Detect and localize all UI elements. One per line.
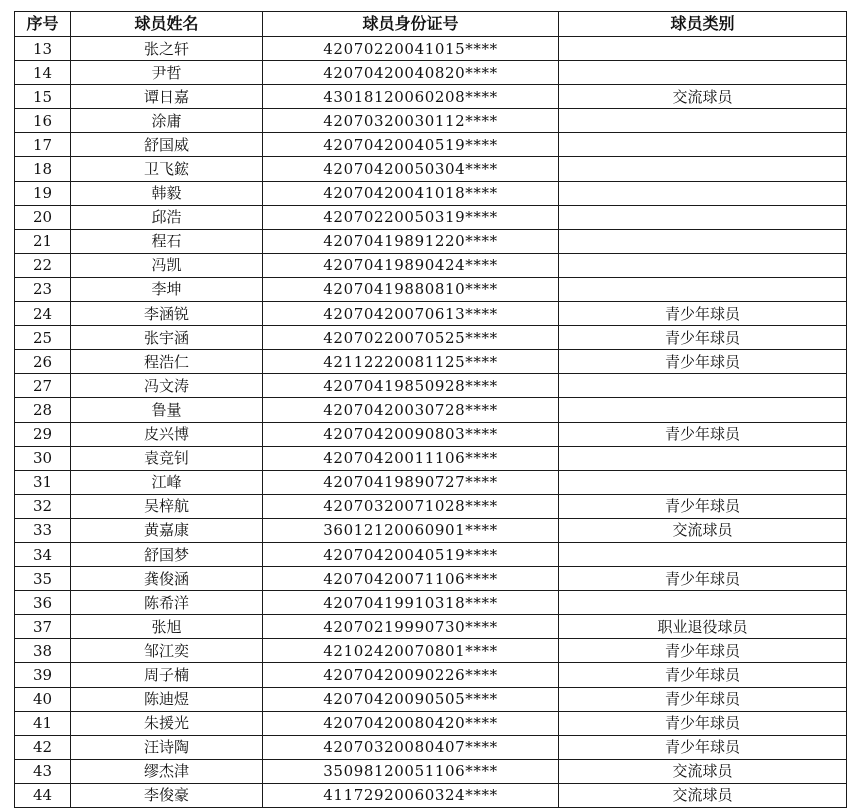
player-id-cell: 42070420040820**** — [263, 61, 559, 85]
table-row — [15, 567, 847, 591]
table-row — [15, 663, 847, 687]
table-row — [15, 157, 847, 181]
row-index-cell: 21 — [15, 229, 71, 253]
player-category-cell: 职业退役球员 — [559, 615, 847, 639]
table-row — [15, 302, 847, 326]
player-name-cell: 张旭 — [71, 615, 263, 639]
row-index-cell: 18 — [15, 157, 71, 181]
row-index-cell: 44 — [15, 783, 71, 807]
table-row — [15, 277, 847, 301]
player-category-cell — [559, 446, 847, 470]
player-category-cell — [559, 277, 847, 301]
table-header — [15, 12, 847, 37]
player-category-cell — [559, 374, 847, 398]
player-name-cell: 舒国梦 — [71, 542, 263, 566]
player-name-cell: 吴梓航 — [71, 494, 263, 518]
player-name-cell: 冯文涛 — [71, 374, 263, 398]
player-category-cell — [559, 229, 847, 253]
player-category-cell — [559, 591, 847, 615]
table-row — [15, 205, 847, 229]
row-index-cell: 28 — [15, 398, 71, 422]
player-name-cell: 卫飞鋐 — [71, 157, 263, 181]
player-category-cell: 青少年球员 — [559, 711, 847, 735]
player-category-cell — [559, 470, 847, 494]
header-player-category: 球员类别 — [559, 12, 847, 37]
player-id-cell: 42070420011106**** — [263, 446, 559, 470]
player-name-cell: 陈迪煜 — [71, 687, 263, 711]
player-id-cell: 35098120051106**** — [263, 759, 559, 783]
table-row — [15, 253, 847, 277]
table-row — [15, 37, 847, 61]
row-index-cell: 36 — [15, 591, 71, 615]
player-name-cell: 韩毅 — [71, 181, 263, 205]
table-row — [15, 759, 847, 783]
row-index-cell: 39 — [15, 663, 71, 687]
row-index-cell: 38 — [15, 639, 71, 663]
table-row — [15, 518, 847, 542]
row-index-cell: 24 — [15, 302, 71, 326]
player-id-cell: 42070219990730**** — [263, 615, 559, 639]
player-category-cell — [559, 181, 847, 205]
table-row — [15, 687, 847, 711]
player-id-cell: 41172920060324**** — [263, 783, 559, 807]
player-name-cell: 黄嘉康 — [71, 518, 263, 542]
player-id-cell: 42070420050304**** — [263, 157, 559, 181]
player-name-cell: 邱浩 — [71, 205, 263, 229]
player-category-cell — [559, 37, 847, 61]
row-index-cell: 34 — [15, 542, 71, 566]
table-row — [15, 350, 847, 374]
row-index-cell: 31 — [15, 470, 71, 494]
table-row — [15, 783, 847, 807]
player-id-cell: 42070320030112**** — [263, 109, 559, 133]
player-category-cell — [559, 398, 847, 422]
player-id-cell: 42070420090226**** — [263, 663, 559, 687]
header-index: 序号 — [15, 12, 71, 37]
player-category-cell: 青少年球员 — [559, 639, 847, 663]
player-name-cell: 汪诗陶 — [71, 735, 263, 759]
player-name-cell: 舒国威 — [71, 133, 263, 157]
player-id-cell: 42070320071028**** — [263, 494, 559, 518]
table-row — [15, 181, 847, 205]
table-row — [15, 61, 847, 85]
player-category-cell — [559, 542, 847, 566]
player-category-cell — [559, 133, 847, 157]
player-name-cell: 陈希洋 — [71, 591, 263, 615]
player-name-cell: 袁竞钊 — [71, 446, 263, 470]
row-index-cell: 41 — [15, 711, 71, 735]
player-id-cell: 42070220050319**** — [263, 205, 559, 229]
player-roster-sheet — [14, 11, 846, 805]
table-row — [15, 470, 847, 494]
player-name-cell: 李涵锐 — [71, 302, 263, 326]
player-id-cell: 42070419880810**** — [263, 277, 559, 301]
row-index-cell: 20 — [15, 205, 71, 229]
player-category-cell: 青少年球员 — [559, 494, 847, 518]
player-category-cell: 青少年球员 — [559, 687, 847, 711]
row-index-cell: 29 — [15, 422, 71, 446]
header-player-id: 球员身份证号 — [263, 12, 559, 37]
table-row — [15, 446, 847, 470]
row-index-cell: 19 — [15, 181, 71, 205]
player-category-cell: 青少年球员 — [559, 735, 847, 759]
player-category-cell — [559, 205, 847, 229]
player-category-cell — [559, 157, 847, 181]
table-row — [15, 133, 847, 157]
player-category-cell: 青少年球员 — [559, 302, 847, 326]
player-id-cell: 36012120060901**** — [263, 518, 559, 542]
player-name-cell: 尹哲 — [71, 61, 263, 85]
table-row — [15, 615, 847, 639]
table-row — [15, 85, 847, 109]
table-row — [15, 326, 847, 350]
player-name-cell: 李俊豪 — [71, 783, 263, 807]
player-category-cell — [559, 109, 847, 133]
player-id-cell: 42070220070525**** — [263, 326, 559, 350]
player-name-cell: 张之轩 — [71, 37, 263, 61]
table-row — [15, 735, 847, 759]
player-category-cell: 青少年球员 — [559, 422, 847, 446]
player-name-cell: 鲁量 — [71, 398, 263, 422]
player-name-cell: 缪杰津 — [71, 759, 263, 783]
player-id-cell: 42070420080420**** — [263, 711, 559, 735]
table-row — [15, 422, 847, 446]
table-body — [15, 37, 847, 808]
row-index-cell: 25 — [15, 326, 71, 350]
row-index-cell: 27 — [15, 374, 71, 398]
player-category-cell — [559, 61, 847, 85]
player-id-cell: 42070420090803**** — [263, 422, 559, 446]
table-row — [15, 109, 847, 133]
table-row — [15, 494, 847, 518]
table-row — [15, 229, 847, 253]
player-name-cell: 程浩仁 — [71, 350, 263, 374]
player-name-cell: 程石 — [71, 229, 263, 253]
player-name-cell: 邹江奕 — [71, 639, 263, 663]
row-index-cell: 33 — [15, 518, 71, 542]
player-name-cell: 冯凯 — [71, 253, 263, 277]
row-index-cell: 26 — [15, 350, 71, 374]
player-id-cell: 42070420071106**** — [263, 567, 559, 591]
player-category-cell: 交流球员 — [559, 783, 847, 807]
player-id-cell: 42070419850928**** — [263, 374, 559, 398]
row-index-cell: 13 — [15, 37, 71, 61]
table-row — [15, 374, 847, 398]
player-id-cell: 42070420090505**** — [263, 687, 559, 711]
row-index-cell: 23 — [15, 277, 71, 301]
player-id-cell: 42112220081125**** — [263, 350, 559, 374]
player-name-cell: 涂庸 — [71, 109, 263, 133]
table-row — [15, 591, 847, 615]
player-category-cell: 交流球员 — [559, 85, 847, 109]
player-id-cell: 42070419890727**** — [263, 470, 559, 494]
player-id-cell: 42070419890424**** — [263, 253, 559, 277]
table-row — [15, 398, 847, 422]
row-index-cell: 40 — [15, 687, 71, 711]
row-index-cell: 43 — [15, 759, 71, 783]
player-category-cell — [559, 253, 847, 277]
row-index-cell: 35 — [15, 567, 71, 591]
player-name-cell: 朱援光 — [71, 711, 263, 735]
player-name-cell: 皮兴博 — [71, 422, 263, 446]
row-index-cell: 37 — [15, 615, 71, 639]
header-player-name: 球员姓名 — [71, 12, 263, 37]
player-category-cell: 青少年球员 — [559, 326, 847, 350]
row-index-cell: 14 — [15, 61, 71, 85]
player-name-cell: 谭日嘉 — [71, 85, 263, 109]
player-name-cell: 龚俊涵 — [71, 567, 263, 591]
row-index-cell: 30 — [15, 446, 71, 470]
table-row — [15, 542, 847, 566]
player-category-cell: 交流球员 — [559, 759, 847, 783]
player-name-cell: 李坤 — [71, 277, 263, 301]
player-id-cell: 42102420070801**** — [263, 639, 559, 663]
player-id-cell: 42070419891220**** — [263, 229, 559, 253]
player-name-cell: 江峰 — [71, 470, 263, 494]
player-id-cell: 42070220041015**** — [263, 37, 559, 61]
table-row — [15, 639, 847, 663]
row-index-cell: 42 — [15, 735, 71, 759]
player-id-cell: 42070420040519**** — [263, 542, 559, 566]
player-roster-table — [14, 11, 847, 808]
player-category-cell: 青少年球员 — [559, 663, 847, 687]
player-category-cell: 青少年球员 — [559, 350, 847, 374]
player-category-cell: 交流球员 — [559, 518, 847, 542]
player-category-cell: 青少年球员 — [559, 567, 847, 591]
player-name-cell: 张宇涵 — [71, 326, 263, 350]
player-id-cell: 42070420041018**** — [263, 181, 559, 205]
header-row — [15, 12, 847, 37]
row-index-cell: 16 — [15, 109, 71, 133]
row-index-cell: 22 — [15, 253, 71, 277]
player-id-cell: 43018120060208**** — [263, 85, 559, 109]
player-id-cell: 42070420070613**** — [263, 302, 559, 326]
table-row — [15, 711, 847, 735]
player-name-cell: 周子楠 — [71, 663, 263, 687]
player-id-cell: 42070420030728**** — [263, 398, 559, 422]
player-id-cell: 42070320080407**** — [263, 735, 559, 759]
row-index-cell: 15 — [15, 85, 71, 109]
row-index-cell: 32 — [15, 494, 71, 518]
player-id-cell: 42070420040519**** — [263, 133, 559, 157]
player-id-cell: 42070419910318**** — [263, 591, 559, 615]
row-index-cell: 17 — [15, 133, 71, 157]
